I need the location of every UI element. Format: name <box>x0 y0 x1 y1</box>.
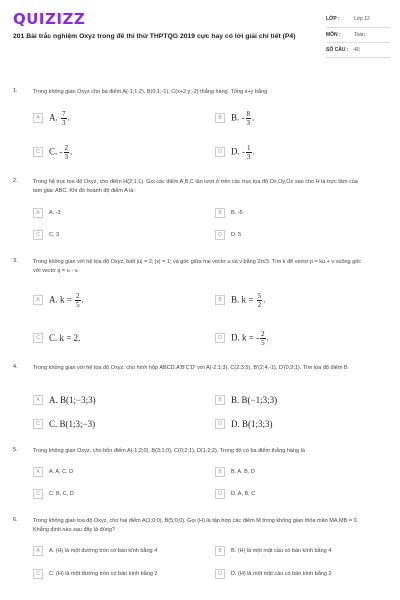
option-a[interactable] <box>33 109 70 127</box>
option-label: A. $\frac{7}{3}$ . <box>49 109 70 127</box>
option-label: D. A, B, C <box>231 491 256 497</box>
question-text: Trong không gian Oxyz, cho bốn điểm A(-1;2;0), B(3;1;0), C(0;2;1), D(1;2;2). Trong đó có ba điểm thẳng hàng là <box>33 448 305 454</box>
option-letter-box: A <box>33 208 43 218</box>
option-label: C. B(1;3;−3) <box>49 419 96 429</box>
option-a[interactable] <box>33 394 96 406</box>
question-text: Trong không gian Oxyz cho ba điểm A(-1;1;2), B(0;1;-1), C(x+2;y;-2) thẳng hàng. Tổng x+y bằng <box>33 89 268 95</box>
document-title: 201 Bài trắc nghiệm Oxyz trong đề thi thử THPTQG 2019 cực hay có lời giải chi tiết (P4) <box>13 33 296 40</box>
option-label: B. A, B, D <box>231 469 255 475</box>
option-b[interactable] <box>215 394 277 406</box>
question-text: Trong không gian với hệ tọa độ Oxyz, cho hình hộp ABCD.A'B'C'D' với A(-2;1;3), C(2;3;5), B'(2;4;-1), D'(0;2;1). Tìm tọa độ điểm B <box>33 365 348 371</box>
meta-subject-value: Toán <box>354 32 365 38</box>
option-d[interactable] <box>215 568 332 580</box>
option-label: C. (H) là một đường tròn có bán kính bằng 2 <box>49 571 158 577</box>
question-text: Trong không gian với hệ tọa độ Oxyz, biết |u| = 2; |v| = 1; và góc giữa hai vectơ u và v bằng 2π/3. Tìm k để vectơ p = ku + v vuông góc với vectơ q = u - v. <box>33 259 362 274</box>
option-c[interactable] <box>33 568 157 580</box>
meta-class-label: LỚP : <box>326 16 340 22</box>
option-label: D. k = - $\frac{2}{5}$ . <box>231 329 269 347</box>
option-letter-box: C <box>33 569 43 579</box>
question-text: Trong không gian tọa độ Oxyz, cho hai điểm A(1;0;0), B(5;0;0). Gọi (H) là tập hợp các điểm M trong không gian thỏa mãn MA.MB = 0. Khẳng định nào sau đây là đúng? <box>33 518 359 533</box>
option-d[interactable] <box>215 488 255 500</box>
option-letter-box: A <box>33 467 43 477</box>
option-letter-box: B <box>215 546 225 556</box>
option-label: B. (H) là một mặt cầu có bán kính bằng 4 <box>231 548 332 554</box>
option-label: A. B(1;−3;3) <box>49 395 96 405</box>
option-letter-box: B <box>215 295 225 305</box>
option-letter-box: C <box>33 230 43 240</box>
option-letter-box: D <box>215 230 225 240</box>
header <box>0 0 400 70</box>
question-number: 1. <box>13 88 18 94</box>
option-label: C. B, C, D <box>49 491 74 497</box>
question-number: 3. <box>13 258 18 264</box>
option-label: A. k = $\frac{2}{5}$ . <box>49 291 84 309</box>
meta-class-value: Lớp 12 <box>354 16 370 22</box>
question-number: 6. <box>13 517 18 523</box>
option-a[interactable] <box>33 291 84 309</box>
option-letter-box: A <box>33 395 43 405</box>
option-label: B. B(−1;3;3) <box>231 395 278 405</box>
meta-count <box>326 43 390 58</box>
option-letter-box: B <box>215 113 225 123</box>
option-c[interactable] <box>33 229 59 241</box>
question-number: 5. <box>13 447 18 453</box>
option-label: A. -3 <box>49 210 61 216</box>
option-d[interactable] <box>215 143 255 161</box>
option-label: D. (H) là một mặt cầu có bán kính bằng 2 <box>231 571 332 577</box>
option-label: B. k = $\frac{5}{2}$ . <box>231 291 266 309</box>
option-b[interactable] <box>215 207 243 219</box>
option-b[interactable] <box>215 545 331 557</box>
option-letter-box: B <box>215 467 225 477</box>
option-label: C. 3 <box>49 232 60 238</box>
option-label: A. (H) là một đường tròn có bán kính bằng 4 <box>49 548 158 554</box>
option-c[interactable] <box>33 488 74 500</box>
meta-subject-label: MÔN : <box>326 32 341 38</box>
option-c[interactable] <box>33 332 80 344</box>
option-letter-box: D <box>215 147 225 157</box>
option-letter-box: D <box>215 569 225 579</box>
option-letter-box: A <box>33 546 43 556</box>
option-b[interactable] <box>215 466 255 478</box>
option-letter-box: D <box>215 419 225 429</box>
option-letter-box: B <box>215 395 225 405</box>
option-d[interactable] <box>215 229 241 241</box>
option-letter-box: D <box>215 489 225 499</box>
option-d[interactable] <box>215 418 273 430</box>
option-letter-box: C <box>33 333 43 343</box>
question-number: 4. <box>13 364 18 370</box>
question-number: 2. <box>13 178 18 184</box>
option-c[interactable] <box>33 143 73 161</box>
option-letter-box: C <box>33 147 43 157</box>
meta-count-label: SỐ CÂU : <box>326 47 349 53</box>
option-a[interactable] <box>33 545 157 557</box>
option-d[interactable] <box>215 329 269 347</box>
option-letter-box: A <box>33 113 43 123</box>
option-label: D. - $\frac{1}{3}$ . <box>231 143 255 161</box>
option-label: A. A, C, D <box>49 469 74 475</box>
option-label: D. 5 <box>231 232 242 238</box>
meta-subject <box>326 28 390 43</box>
option-label: D. B(1;3;3) <box>231 419 273 429</box>
option-label: B. -5 <box>231 210 243 216</box>
option-a[interactable] <box>33 466 73 478</box>
meta-panel <box>326 12 390 58</box>
option-letter-box: A <box>33 295 43 305</box>
option-label: C. - $\frac{2}{3}$ . <box>49 143 73 161</box>
meta-count-value: 40 <box>354 47 360 53</box>
option-c[interactable] <box>33 418 95 430</box>
option-b[interactable] <box>215 291 266 309</box>
option-letter-box: C <box>33 489 43 499</box>
question-text: Trong hệ trục tọa độ Oxyz, cho điểm H(2;1;1). Gọi các điểm A,B,C lần lượt ở trên các trục tọa độ Ox,Oy,Oz sao cho H là trực tâm của tam giác ABC. Khi đó hoành độ điểm A là: <box>33 179 358 194</box>
quizizz-logo: QUIZIZZ <box>13 10 86 28</box>
option-label: C. k = 2. <box>49 333 81 343</box>
option-a[interactable] <box>33 207 61 219</box>
option-letter-box: D <box>215 333 225 343</box>
option-b[interactable] <box>215 109 255 127</box>
option-label: B. - $\frac{8}{3}$ . <box>231 109 255 127</box>
option-letter-box: B <box>215 208 225 218</box>
option-letter-box: C <box>33 419 43 429</box>
meta-class <box>326 12 390 28</box>
